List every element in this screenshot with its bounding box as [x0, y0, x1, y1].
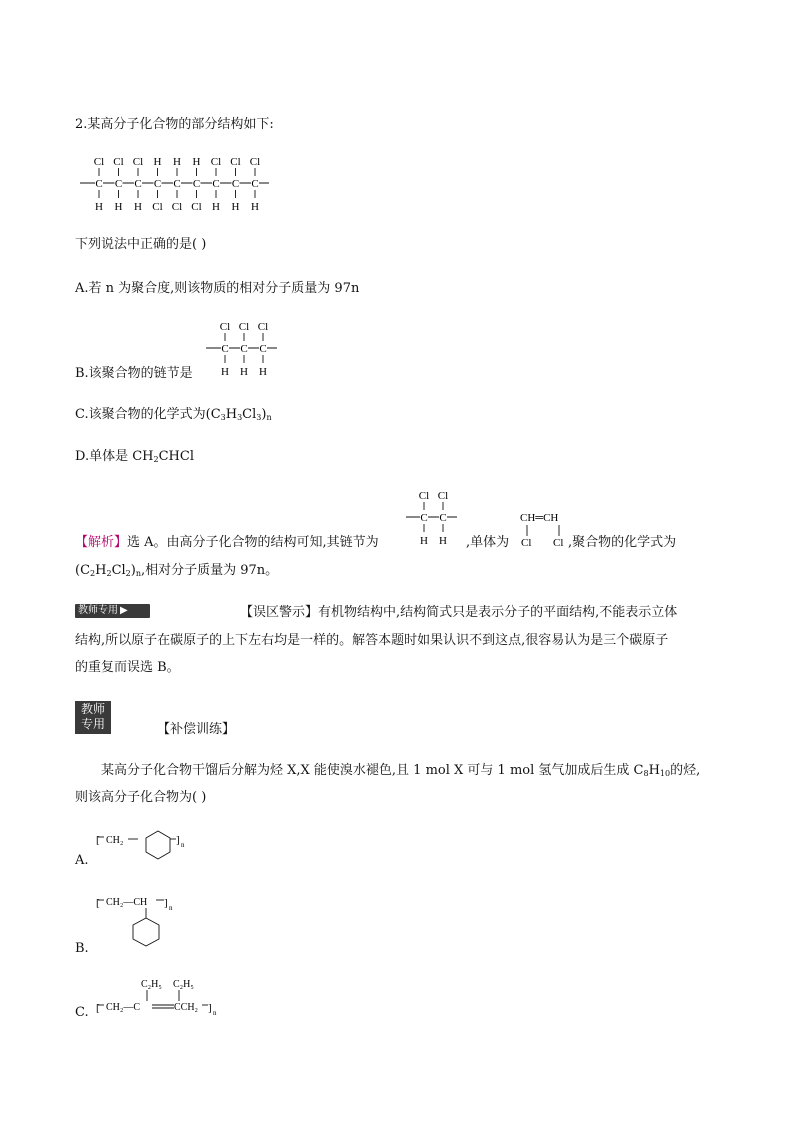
- option-b-repeat-unit: [206, 316, 286, 382]
- svg-text:[: [: [96, 897, 100, 909]
- carbon-atom: C: [153, 178, 162, 190]
- analysis-repeat-unit: [406, 484, 466, 550]
- svg-text:]: ]: [208, 1002, 212, 1014]
- svg-text:n: n: [169, 904, 173, 912]
- carbon-atom: C: [192, 178, 201, 190]
- option-c: C.该聚合物的化学式为$(C_3H_3Cl_3)_n$: [75, 407, 272, 422]
- bottom-substituent: H: [259, 366, 267, 378]
- top-substituent: Cl: [132, 156, 144, 168]
- bottom-substituent: Cl: [171, 201, 183, 213]
- carbon-atom: C: [173, 178, 181, 190]
- bottom-substituent: Cl: [152, 201, 163, 213]
- bottom-substituent: H: [221, 366, 229, 378]
- analysis-line-1b: ,单体为: [466, 535, 510, 550]
- carbon-atom: C: [259, 343, 267, 355]
- top-substituent: Cl: [230, 156, 241, 168]
- top-substituent: H: [153, 156, 162, 168]
- bottom-substituent: H: [212, 201, 220, 213]
- svg-text:n: n: [213, 1009, 217, 1017]
- svg-text:n: n: [181, 841, 185, 849]
- svg-text:[: [: [96, 1002, 100, 1014]
- analysis-line-1c: ,聚合物的化学式为: [568, 535, 677, 550]
- analysis-tag: 【解析】: [75, 535, 128, 550]
- supplement-option-c: C.: [75, 1005, 89, 1020]
- teacher-note-line-2: 结构,所以原子在碳原子的上下左右均是一样的。解答本题时如果认识不到这点,很容易认为是三个碳原子: [75, 633, 669, 648]
- ch2-ch-group: CH₂—CH: [106, 897, 148, 908]
- top-substituent: Cl: [257, 321, 269, 333]
- bottom-substituent: H: [95, 201, 103, 213]
- top-substituent: Cl: [219, 321, 231, 333]
- teacher-note-line-3: 的重复而误选 B。: [75, 660, 180, 675]
- option-b: B.该聚合物的链节是: [75, 366, 193, 381]
- top-substituent: Cl: [238, 321, 250, 333]
- play-icon: ▶: [120, 605, 128, 616]
- top-substituent: Cl: [418, 490, 430, 502]
- svg-text:CCH₂: CCH₂: [174, 1002, 199, 1013]
- bottom-substituent: H: [251, 201, 259, 213]
- top-substituent: Cl: [93, 156, 105, 168]
- bottom-substituent: H: [114, 201, 123, 213]
- polymer-chain-structure: [80, 150, 280, 220]
- supplement-option-c-structure: [96, 975, 236, 1020]
- bottom-substituent: H: [439, 535, 447, 547]
- top-substituent: Cl: [113, 156, 124, 168]
- top-substituent: Cl: [249, 156, 261, 168]
- monomer-formula: CH═CH: [520, 512, 559, 524]
- svg-text:[: [: [96, 834, 100, 846]
- svg-text:]: ]: [176, 834, 180, 846]
- top-substituent: Cl: [437, 490, 449, 502]
- carbon-atom: C: [420, 512, 428, 524]
- supplement-line-2: 则该高分子化合物为( ): [75, 790, 207, 805]
- carbon-atom: C: [221, 343, 229, 355]
- supplement-option-b: B.: [75, 941, 89, 956]
- analysis-line-2: $(C_2H_2Cl_2)_n$,相对分子质量为 97n。: [75, 563, 279, 578]
- carbon-atom: C: [212, 178, 220, 190]
- svg-text:CH₂—C: CH₂—C: [106, 1002, 141, 1013]
- ethyl-group-2: C₂H₅: [173, 979, 194, 990]
- teacher-note-tag: 【误区警示】: [240, 605, 319, 620]
- bottom-substituent: Cl: [191, 201, 202, 213]
- question-stem: 2.某高分子化合物的部分结构如下:: [75, 117, 274, 132]
- option-a: A.若 n 为聚合度,则该物质的相对分子质量为 97n: [75, 281, 360, 296]
- bottom-substituent: H: [240, 366, 248, 378]
- analysis-line-1: 【解析】选 A。由高分子化合物的结构可知,其链节为: [75, 535, 379, 550]
- bottom-substituent: H: [134, 201, 142, 213]
- top-substituent: Cl: [210, 156, 222, 168]
- svg-text:]: ]: [164, 897, 168, 909]
- carbon-atom: C: [134, 178, 142, 190]
- top-substituent: H: [192, 156, 201, 168]
- supplement-option-b-structure: [96, 888, 206, 958]
- carbon-atom: C: [251, 178, 259, 190]
- supplement-option-a-structure: [96, 825, 206, 870]
- question-prompt: 下列说法中正确的是( ): [75, 237, 207, 252]
- monomer-sub-2: Cl: [553, 537, 564, 548]
- option-d: D.单体是 $CH_2CHCl$: [75, 449, 194, 464]
- supplement-option-a: A.: [75, 853, 89, 868]
- top-substituent: H: [173, 156, 181, 168]
- teacher-note-line-1: 【误区警示】有机物结构中,结构简式只是表示分子的平面结构,不能表示立体: [240, 605, 678, 620]
- carbon-atom: C: [240, 343, 248, 355]
- ethyl-group-1: C₂H₅: [141, 979, 162, 990]
- carbon-atom: C: [231, 178, 240, 190]
- supplement-badge: 教师 专用: [75, 701, 111, 734]
- teacher-badge: 教师专用 ▶: [75, 604, 150, 618]
- supplement-line-1: 某高分子化合物干馏后分解为烃 X,X 能使溴水褪色,且 1 mol X 可与 1 mol 氢气加成后生成 $C_8H_{10}$的烃,: [101, 763, 701, 778]
- bottom-substituent: H: [420, 535, 428, 547]
- ch2-group: CH₂: [106, 835, 124, 846]
- supplement-tag: 【补偿训练】: [157, 722, 236, 737]
- monomer-sub-1: Cl: [521, 537, 532, 548]
- carbon-atom: C: [439, 512, 447, 524]
- carbon-atom: C: [95, 178, 103, 190]
- carbon-atom: C: [114, 178, 123, 190]
- bottom-substituent: H: [231, 201, 240, 213]
